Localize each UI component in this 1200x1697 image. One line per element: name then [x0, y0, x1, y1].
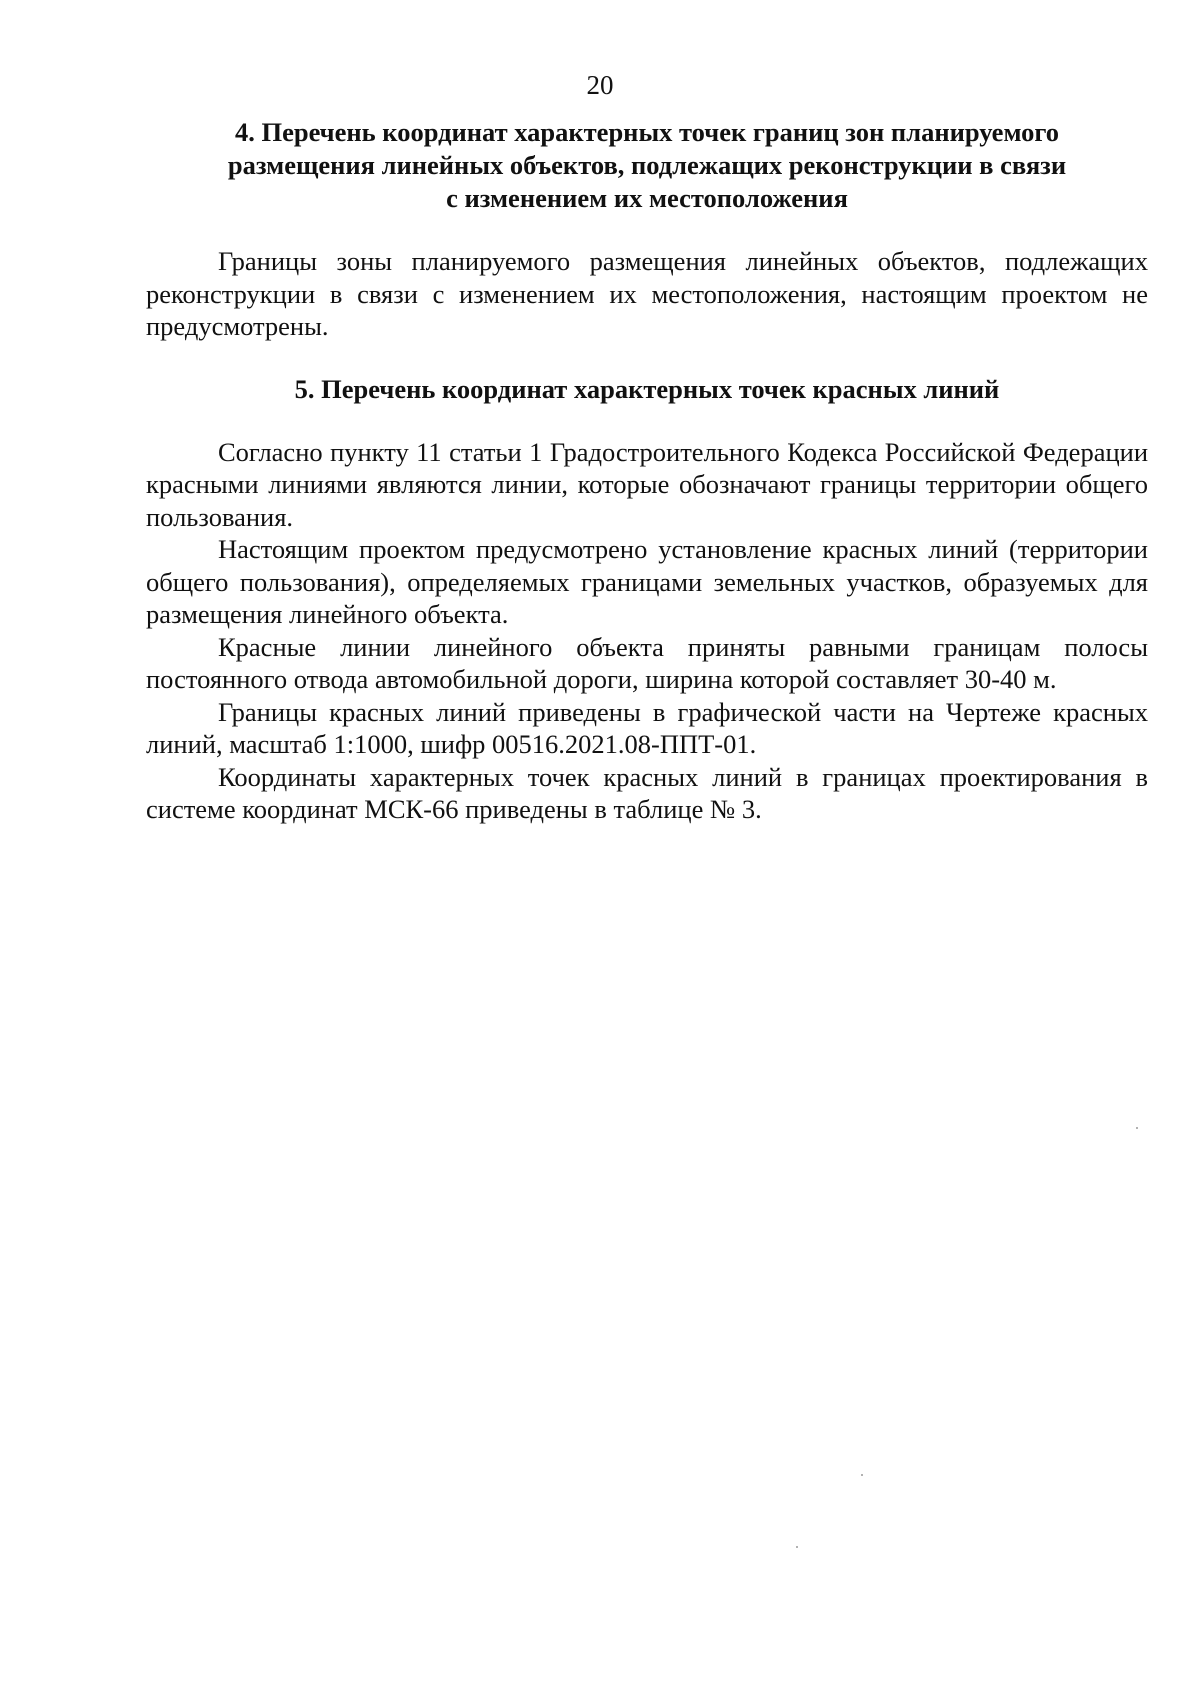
section-4-heading: [146, 116, 1148, 215]
section-4-heading-line: 4. Перечень координат характерных точек границ зон планируемого: [234, 117, 1060, 147]
section-5-paragraph: Границы красных линий приведены в графической части на Чертеже красных линий, масштаб 1:1000, шифр 00516.2021.08-ППТ-01.: [146, 696, 1148, 759]
page-content: [146, 116, 1148, 826]
section-5-paragraph: Согласно пункту 11 статьи 1 Градостроительного Кодекса Российской Федерации красными линиями являются линии, которые обозначают границы территории общего пользования.: [146, 436, 1148, 532]
section-4-paragraph: Границы зоны планируемого размещения линейных объектов, подлежащих реконструкции в связи с изменением их местоположения, настоящим проектом не предусмотрены.: [146, 246, 1148, 341]
scan-speck: [1136, 1127, 1138, 1129]
section-5-paragraph: Координаты характерных точек красных линий в границах проектирования в системе координат МСК-66 приведены в таблице № 3.: [146, 761, 1148, 824]
spacer: [146, 215, 1148, 245]
page-number: 20: [586, 70, 614, 100]
spacer: [146, 343, 1148, 373]
section-4-heading-line: с изменением их местоположения: [446, 183, 848, 213]
scan-speck: [796, 1546, 798, 1548]
scan-speck: [861, 1474, 863, 1476]
section-5-paragraph: Красные линии линейного объекта приняты равными границам полосы постоянного отвода автомобильной дороги, ширина которой составляет 30-40 м.: [146, 631, 1148, 694]
spacer: [146, 406, 1148, 436]
section-5-paragraph: Настоящим проектом предусмотрено установление красных линий (территории общего пользования), определяемых границами земельных участков, образуемых для размещения линейного объекта.: [146, 534, 1148, 629]
section-5-heading: 5. Перечень координат характерных точек красных линий: [294, 373, 1000, 404]
section-4-heading-line: размещения линейных объектов, подлежащих реконструкции в связи: [227, 150, 1067, 180]
